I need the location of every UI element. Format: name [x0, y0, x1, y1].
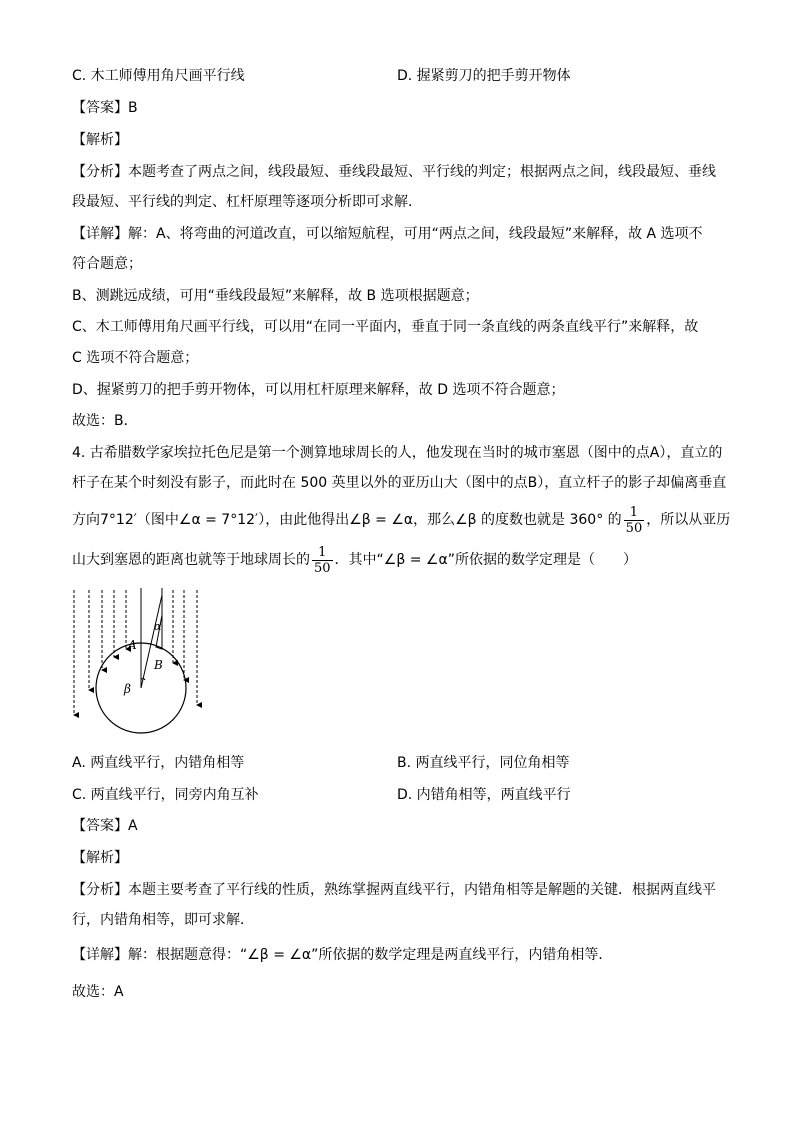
eratosthenes-figure	[66, 585, 206, 745]
label-alpha: α	[154, 620, 162, 633]
q3-xiangjie-line-2: 符合题意；	[72, 256, 142, 272]
fraction-denominator: 50	[625, 520, 643, 536]
q4-xiangjie: 【详解】解：根据题意得：“∠β = ∠α”所依据的数学定理是两直线平行，内错角相等．	[72, 947, 613, 963]
q3-xiangjie-line-3: B、测跳远成绩，可用“垂线段最短”来解释，故 B 选项根据题意；	[72, 288, 479, 304]
q3-option-c: C. 木工师傅用角尺画平行线	[72, 68, 245, 84]
q3-xiangjie-line-1: 【详解】解：A、将弯曲的河道改直，可以缩短航程，可用“两点之间，线段最短”来解释，故 A 选项不	[72, 226, 703, 242]
q3-option-d: D. 握紧剪刀的把手剪开物体	[397, 68, 571, 84]
fraction-denominator: 50	[314, 560, 331, 576]
q4-answer: 【答案】A	[72, 818, 138, 834]
fraction-numerator: 1	[312, 545, 333, 561]
q4-analysis-label: 【解析】	[72, 850, 128, 866]
q4-stem-line-3a: 方向7°12′（图中∠α = 7°12′），由此他得出∠β = ∠α，那么∠β 的度数也就是 360° 的	[72, 512, 622, 528]
q3-analysis-label: 【解析】	[72, 132, 128, 148]
q4-option-d: D. 内错角相等，两直线平行	[397, 787, 571, 803]
q4-stem-line-4a: 山大到塞恩的距离也就等于地球周长的	[72, 552, 310, 568]
q3-fenxi-line-2: 段最短、平行线的判定、杠杆原理等逐项分析即可求解．	[72, 194, 422, 210]
q4-stem-line-4	[72, 543, 637, 577]
q3-conclusion: 故选：B．	[72, 413, 138, 429]
q3-fenxi-line-1: 【分析】本题考查了两点之间，线段最短、垂线段最短、平行线的判定；根据两点之间，线段最短、垂线	[72, 164, 716, 180]
q4-stem-line-1: 4. 古希腊数学家埃拉托色尼是第一个测算地球周长的人，他发现在当时的城市塞恩（图中的点A），直立的	[72, 445, 723, 461]
label-A: A	[128, 638, 137, 652]
q3-xiangjie-line-5: C 选项不符合题意；	[72, 350, 199, 366]
label-beta: β	[124, 682, 131, 696]
fraction-numerator: 1	[624, 505, 645, 521]
q3-xiangjie-line-4: C、木工师傅用角尺画平行线，可以用“在同一平面内，垂直于同一条直线的两条直线平行”来解释，故	[72, 319, 699, 335]
q4-option-b: B. 两直线平行，同位角相等	[397, 755, 570, 771]
q4-option-a: A. 两直线平行，内错角相等	[72, 755, 245, 771]
q4-stem-line-2: 杆子在某个时刻没有影子，而此时在 500 英里以外的亚历山大（图中的点B），直立杆子的影子却偏离垂直	[72, 475, 727, 491]
q4-stem-line-3b: ，所以从亚历	[646, 512, 731, 528]
pole-line-B	[141, 595, 162, 688]
q4-fenxi-line-1: 【分析】本题主要考查了平行线的性质，熟练掌握两直线平行，内错角相等是解题的关键．根据两直线平	[72, 882, 716, 898]
q4-stem-line-4b: ．其中“∠β = ∠α”所依据的数学定理是（ ）	[334, 552, 637, 568]
fraction-1-50-second	[312, 545, 333, 576]
q3-answer: 【答案】B	[72, 100, 138, 116]
q4-stem-line-3	[72, 503, 730, 537]
fraction-1-50	[624, 505, 645, 536]
q4-option-c: C. 两直线平行，同旁内角互补	[72, 787, 259, 803]
label-B: B	[154, 658, 163, 672]
q4-fenxi-line-2: 行，内错角相等，即可求解．	[72, 912, 254, 928]
q3-xiangjie-line-6: D、握紧剪刀的把手剪开物体，可以用杠杆原理来解释，故 D 选项不符合题意；	[72, 382, 565, 398]
q4-conclusion: 故选：A	[72, 984, 124, 1000]
